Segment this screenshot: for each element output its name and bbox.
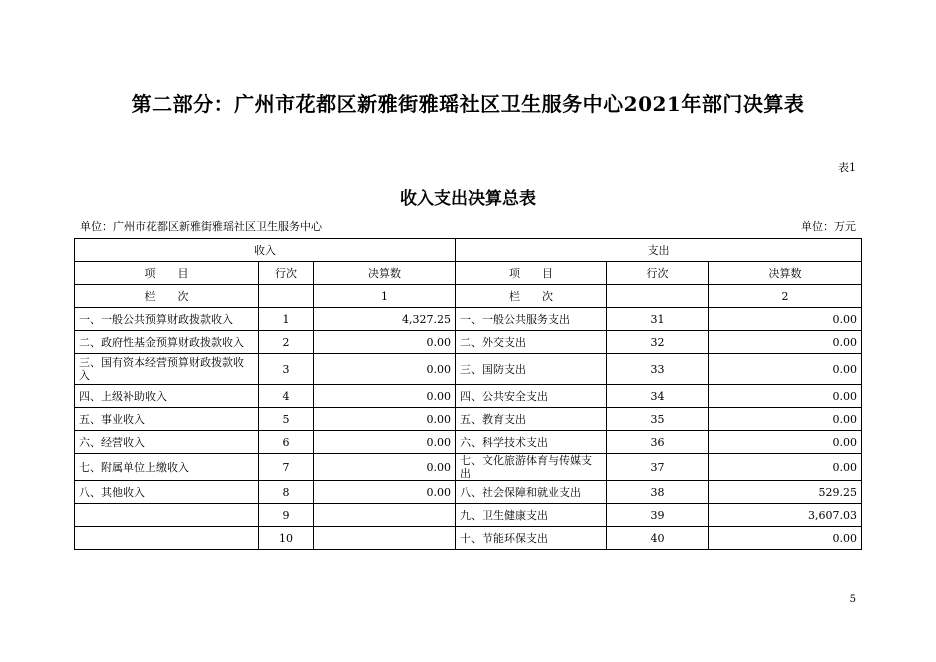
income-item: 五、事业收入	[75, 408, 259, 431]
expense-item: 五、教育支出	[456, 408, 607, 431]
income-item: 八、其他收入	[75, 481, 259, 504]
income-amount: 0.00	[314, 331, 456, 354]
income-item	[75, 527, 259, 550]
expense-item: 四、公共安全支出	[456, 385, 607, 408]
income-amount: 0.00	[314, 481, 456, 504]
expense-row-number: 39	[607, 504, 709, 527]
income-item: 七、附属单位上缴收入	[75, 454, 259, 481]
expense-amount: 0.00	[709, 454, 862, 481]
income-row-number: 10	[259, 527, 314, 550]
expense-item: 九、卫生健康支出	[456, 504, 607, 527]
income-item: 六、经营收入	[75, 431, 259, 454]
expense-item: 三、国防支出	[456, 354, 607, 385]
expense-rowno-header: 行次	[607, 262, 709, 285]
income-amount: 4,327.25	[314, 308, 456, 331]
table-row	[75, 504, 862, 527]
expense-amount: 0.00	[709, 431, 862, 454]
income-expense-table	[74, 238, 862, 550]
income-item-header: 项 目	[75, 262, 259, 285]
income-amount: 0.00	[314, 454, 456, 481]
table-row	[75, 385, 862, 408]
table-row	[75, 354, 862, 385]
income-row-number: 1	[259, 308, 314, 331]
expense-item: 七、文化旅游体育与传媒支出	[456, 454, 607, 481]
income-amount: 0.00	[314, 354, 456, 385]
expense-row-number: 37	[607, 454, 709, 481]
reporting-unit: 单位：广州市花都区新雅街雅瑶社区卫生服务中心	[80, 220, 322, 233]
expense-amount: 0.00	[709, 331, 862, 354]
income-amount-header: 决算数	[314, 262, 456, 285]
table-row	[75, 527, 862, 550]
expense-amount: 3,607.03	[709, 504, 862, 527]
expense-item: 二、外交支出	[456, 331, 607, 354]
table-row	[75, 454, 862, 481]
income-row-number: 6	[259, 431, 314, 454]
income-amount: 0.00	[314, 385, 456, 408]
expense-amount: 529.25	[709, 481, 862, 504]
income-row-number: 5	[259, 408, 314, 431]
expense-amount: 0.00	[709, 308, 862, 331]
expense-amount: 0.00	[709, 354, 862, 385]
income-amount	[314, 527, 456, 550]
expense-column-label: 栏 次	[456, 285, 607, 308]
expense-item: 十、节能环保支出	[456, 527, 607, 550]
header-row-sections	[75, 239, 862, 262]
expense-amount: 0.00	[709, 385, 862, 408]
expense-amount: 0.00	[709, 527, 862, 550]
expense-item: 一、一般公共服务支出	[456, 308, 607, 331]
table-title: 收入支出决算总表	[400, 189, 536, 209]
expense-row-number: 38	[607, 481, 709, 504]
expense-row-number: 34	[607, 385, 709, 408]
table-number: 表1	[838, 161, 856, 174]
income-item	[75, 504, 259, 527]
expense-row-number: 36	[607, 431, 709, 454]
expense-column-index: 2	[709, 285, 862, 308]
expense-header: 支出	[456, 239, 862, 262]
income-item: 二、政府性基金预算财政拨款收入	[75, 331, 259, 354]
header-row-columns	[75, 262, 862, 285]
income-amount	[314, 504, 456, 527]
expense-row-number: 35	[607, 408, 709, 431]
table-row	[75, 408, 862, 431]
table-row	[75, 331, 862, 354]
expense-row-number: 40	[607, 527, 709, 550]
income-row-number: 4	[259, 385, 314, 408]
expense-amount-header: 决算数	[709, 262, 862, 285]
expense-row-number: 31	[607, 308, 709, 331]
income-row-number: 3	[259, 354, 314, 385]
income-column-label: 栏 次	[75, 285, 259, 308]
expense-amount: 0.00	[709, 408, 862, 431]
table-row	[75, 431, 862, 454]
currency-unit: 单位：万元	[801, 220, 856, 233]
expense-item: 八、社会保障和就业支出	[456, 481, 607, 504]
income-column-blank	[259, 285, 314, 308]
income-header: 收入	[75, 239, 456, 262]
income-item: 一、一般公共预算财政拨款收入	[75, 308, 259, 331]
page-title: 第二部分：广州市花都区新雅街雅瑶社区卫生服务中心2021年部门决算表	[131, 92, 805, 116]
income-column-index: 1	[314, 285, 456, 308]
table-row	[75, 308, 862, 331]
expense-row-number: 32	[607, 331, 709, 354]
income-item: 四、上级补助收入	[75, 385, 259, 408]
income-row-number: 8	[259, 481, 314, 504]
income-amount: 0.00	[314, 431, 456, 454]
expense-item: 六、科学技术支出	[456, 431, 607, 454]
income-row-number: 7	[259, 454, 314, 481]
income-row-number: 9	[259, 504, 314, 527]
income-row-number: 2	[259, 331, 314, 354]
table-row	[75, 481, 862, 504]
income-rowno-header: 行次	[259, 262, 314, 285]
income-amount: 0.00	[314, 408, 456, 431]
expense-row-number: 33	[607, 354, 709, 385]
header-row-column-index	[75, 285, 862, 308]
page-number: 5	[849, 594, 856, 605]
income-item: 三、国有资本经营预算财政拨款收入	[75, 354, 259, 385]
expense-column-blank	[607, 285, 709, 308]
expense-item-header: 项 目	[456, 262, 607, 285]
